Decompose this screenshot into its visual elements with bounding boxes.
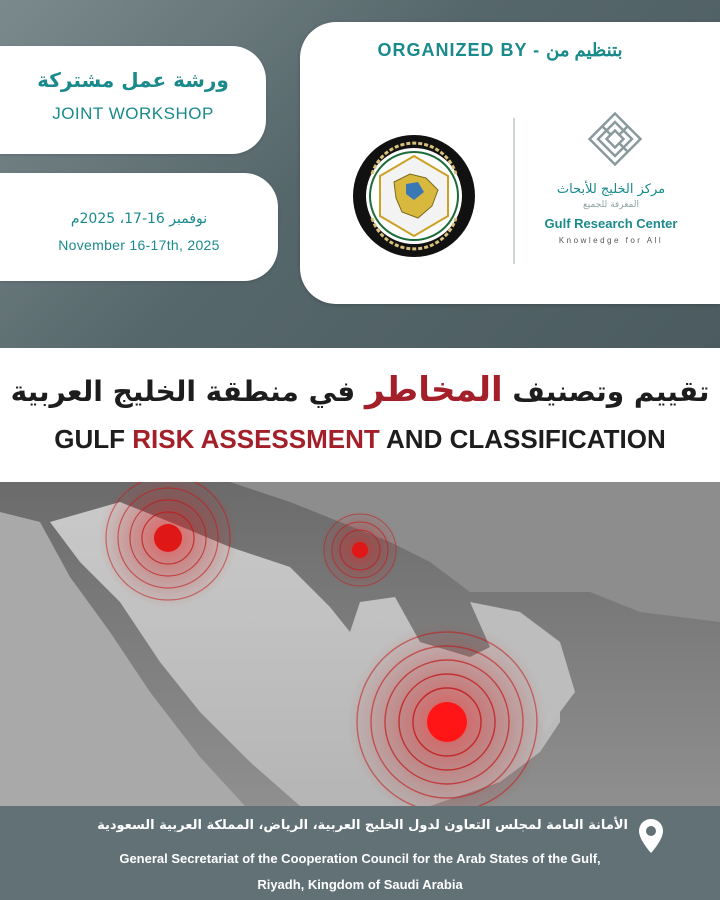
date-ar: نوفمبر 16-17، 2025م (70, 211, 208, 227)
gulf-research-center-logo (536, 106, 686, 276)
date-badge (0, 173, 278, 281)
grc-tagline-en: Knowledge for All (558, 236, 664, 245)
footer-address (0, 806, 720, 900)
address-english-line2: Riyadh, Kingdom of Saudi Arabia (257, 877, 463, 892)
title-ar-part2: في منطقة الخليج العربية (10, 375, 366, 408)
address-arabic: الأمانة العامة لمجلس التعاون لدول الخليج العربية، الرياض، المملكة العربية السعودية (97, 818, 628, 833)
date-en: November 16-17th, 2025 (58, 237, 220, 253)
grc-name-ar: مركز الخليج للأبحاث (556, 182, 666, 197)
workshop-badge (0, 46, 266, 154)
grc-tagline-ar: المعرفة للجميع (583, 200, 639, 210)
location-pin-icon (638, 818, 664, 854)
title-en-part1: GULF (54, 424, 133, 454)
workshop-label-ar: ورشة عمل مشتركة (37, 68, 229, 92)
gcc-seal-logo (352, 134, 476, 258)
risk-marker-gulf (320, 510, 400, 590)
organizers-divider (513, 118, 515, 264)
title-arabic (0, 370, 720, 410)
gulf-region-map (0, 482, 720, 806)
grc-name-en: Gulf Research Center (544, 216, 678, 231)
workshop-label-en: JOINT WORKSHOP (52, 104, 214, 123)
organizers-card (300, 22, 720, 304)
title-en-part2: AND CLASSIFICATION (379, 424, 666, 454)
title-english (0, 424, 720, 455)
title-band (0, 348, 720, 482)
title-ar-part1: تقييم وتصنيف (502, 375, 710, 408)
address-english-line1: General Secretariat of the Cooperation Council for the Arab States of the Gulf, (119, 851, 601, 866)
title-ar-highlight: المخاطر (365, 370, 503, 410)
organized-by-title: ORGANIZED BY - بتنظيم من (377, 40, 623, 60)
title-en-highlight: RISK ASSESSMENT (132, 424, 380, 454)
grc-kufic-mark-icon (588, 112, 642, 166)
